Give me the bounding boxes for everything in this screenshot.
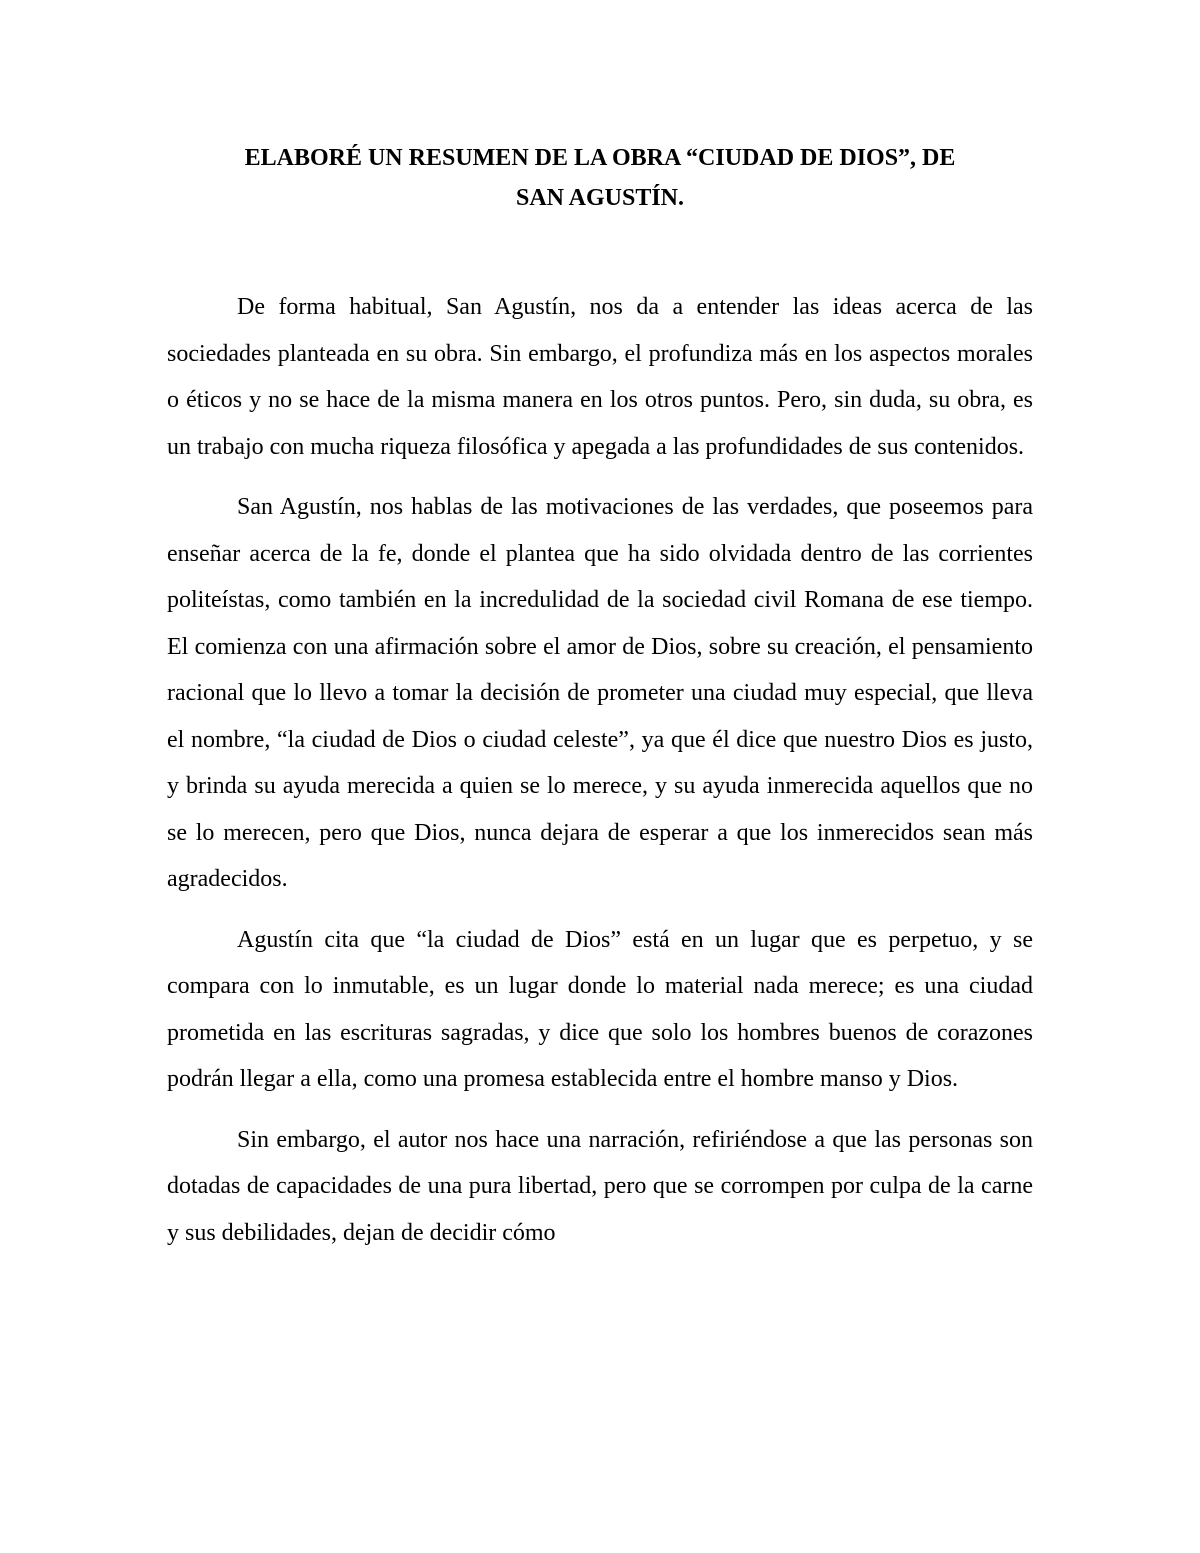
paragraph-2: San Agustín, nos hablas de las motivaciones de las verdades, que poseemos para enseñar acerca de la fe, donde el plantea que ha sido olvidada dentro de las corrientes politeístas, como también en la incredulidad de la sociedad civil Romana de ese tiempo. El comienza con una afirmación sobre el amor de Dios, sobre su creación, el pensamiento racional que lo llevo a tomar la decisión de prometer una ciudad muy especial, que lleva el nombre, “la ciudad de Dios o ciudad celeste”, ya que él dice que nuestro Dios es justo, y brinda su ayuda merecida a quien se lo merece, y su ayuda inmerecida aquellos que no se lo merecen, pero que Dios, nunca dejara de esperar a que los inmerecidos sean más agradecidos. [167, 494, 1033, 892]
paragraph-4: Sin embargo, el autor nos hace una narración, refiriéndose a que las personas son dotadas de capacidades de una pura libertad, pero que se corrompen por culpa de la carne y sus debilidades, dejan de decidir cómo [167, 1126, 1033, 1246]
paragraph-1: De forma habitual, San Agustín, nos da a entender las ideas acerca de las sociedades planteada en su obra. Sin embargo, el profundiza más en los aspectos morales o éticos y no se hace de la misma manera en los otros puntos. Pero, sin duda, su obra, es un trabajo con mucha riqueza filosófica y apegada a las profundidades de sus contenidos. [167, 294, 1033, 460]
document-body [167, 284, 1033, 1256]
document-title [167, 138, 1033, 218]
title-line-1: ELABORÉ UN RESUMEN DE LA OBRA “CIUDAD DE DIOS”, DE [244, 145, 956, 171]
paragraph-3: Agustín cita que “la ciudad de Dios” está en un lugar que es perpetuo, y se compara con lo inmutable, es un lugar donde lo material nada merece; es una ciudad prometida en las escrituras sagradas, y dice que solo los hombres buenos de corazones podrán llegar a ella, como una promesa establecida entre el hombre manso y Dios. [167, 926, 1033, 1092]
document-content [167, 138, 1033, 1270]
title-line-2: SAN AGUSTÍN. [515, 185, 685, 211]
